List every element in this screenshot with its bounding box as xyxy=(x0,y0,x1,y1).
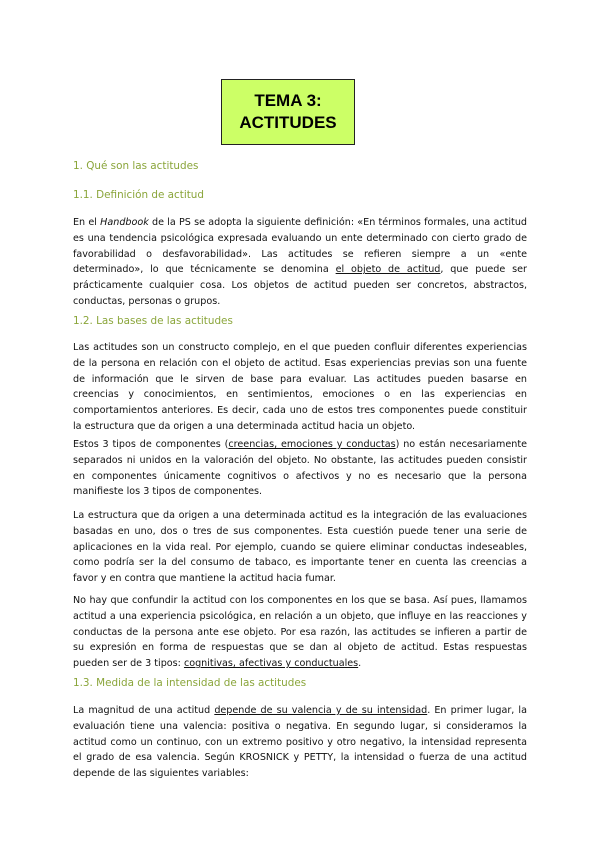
p3-componentes-underlined: creencias, emociones y conductas xyxy=(228,439,396,450)
p5-text-a: No hay que confundir la actitud con los componentes en los que se basa. Así pues, llamamos actitud a una experiencia psicológica, en relación a un objeto, que influye en las reacciones y conductas de la persona ante ese objeto. Por esa razón, las actitudes se infieren a partir de su expresión en forma de respuestas que se dan al objeto de actitud. Estas respuestas pueden ser de 3 tipos: xyxy=(73,595,527,670)
paragraph-no-confundir xyxy=(73,593,527,672)
p1-text-c: de la PS se adopta la siguiente definición: «En términos formales, una actitud es una tendencia psicológica expresada evaluando un ente determinado con cierto grado de favorabilidad o desfavorabilidad». Las actitudes se refieren siempre a un «ente determinado», lo que técnicamente se denomina xyxy=(73,217,527,276)
paragraph-estructura: La estructura que da origen a una determinada actitud es la integración de las evaluaciones basadas en uno, dos o tres de sus componentes. Esta cuestión puede tener una serie de aplicaciones en la vida real. Por ejemplo, cuando se quiere eliminar conductas indeseables, como podría ser la del consumo de tabaco, es importante tener en cuenta las creencias a favor y en contra que mantiene la actitud hacia fumar. xyxy=(73,510,527,585)
p1-text-a: En el xyxy=(73,217,101,228)
paragraph-componentes xyxy=(73,437,527,500)
p6-text-c: . En primer lugar, la evaluación tiene una valencia: positiva o negativa. En segundo lugar, si consideramos la actitud como un continuo, con un extremo positivo y otro negativo, la intensidad representa el grado de esa valencia. Según KROSNICK y PETTY, la intensidad o fuerza de una actitud depende de las siguientes variables: xyxy=(73,705,527,780)
title-line-2: ACTITUDES xyxy=(239,113,337,132)
p5-tipos-respuestas: cognitivas, afectivas y conductuales xyxy=(183,658,359,670)
heading-section-1-1: 1.1. Definición de actitud xyxy=(73,189,204,201)
title-box xyxy=(221,79,355,145)
heading-section-1-2: 1.2. Las bases de las actitudes xyxy=(73,315,233,327)
heading-section-1: 1. Qué son las actitudes xyxy=(73,160,199,172)
paragraph-bases: Las actitudes son un constructo complejo, en el que pueden confluir diferentes experiencias de la persona en relación con el objeto de actitud. Esas experiencias previas son una fuente de información que le sirven de base para evaluar. Las actitudes pueden basarse en creencias y conocimientos, en sentimientos, emociones o en las experiencias en comportamientos anteriores. Es decir, cada uno de estos tres componentes puede constituir la estructura que da origen a una determinada actitud hacia un objeto. xyxy=(73,342,527,432)
p3-text-c: ) no están necesariamente separados ni unidos en la valoración del objeto. No obstante, las actitudes pueden consistir en componentes únicamente cognitivos o afectivos y no es necesario que la persona manifieste los 3 tipos de componentes. xyxy=(73,439,528,498)
heading-section-1-3: 1.3. Medida de la intensidad de las actitudes xyxy=(73,677,307,689)
p6-text-a: La magnitud de una actitud xyxy=(73,705,215,716)
paragraph-definicion xyxy=(73,215,527,310)
p5-text-c: . xyxy=(358,658,362,670)
p3-text-a: Estos 3 tipos de componentes ( xyxy=(73,439,229,450)
p1-text-e: , que puede ser prácticamente cualquier cosa. Los objetos de actitud pueden ser concretos, abstractos, conductas, personas o grupos. xyxy=(73,264,527,307)
p1-objeto-de-actitud: el objeto de actitud xyxy=(335,264,441,276)
p1-handbook: Handbook xyxy=(100,217,149,228)
paragraph-magnitud xyxy=(73,703,527,782)
title-line-1: TEMA 3: xyxy=(254,91,322,110)
p6-valencia-intensidad: depende de su valencia y de su intensidad xyxy=(214,705,428,716)
